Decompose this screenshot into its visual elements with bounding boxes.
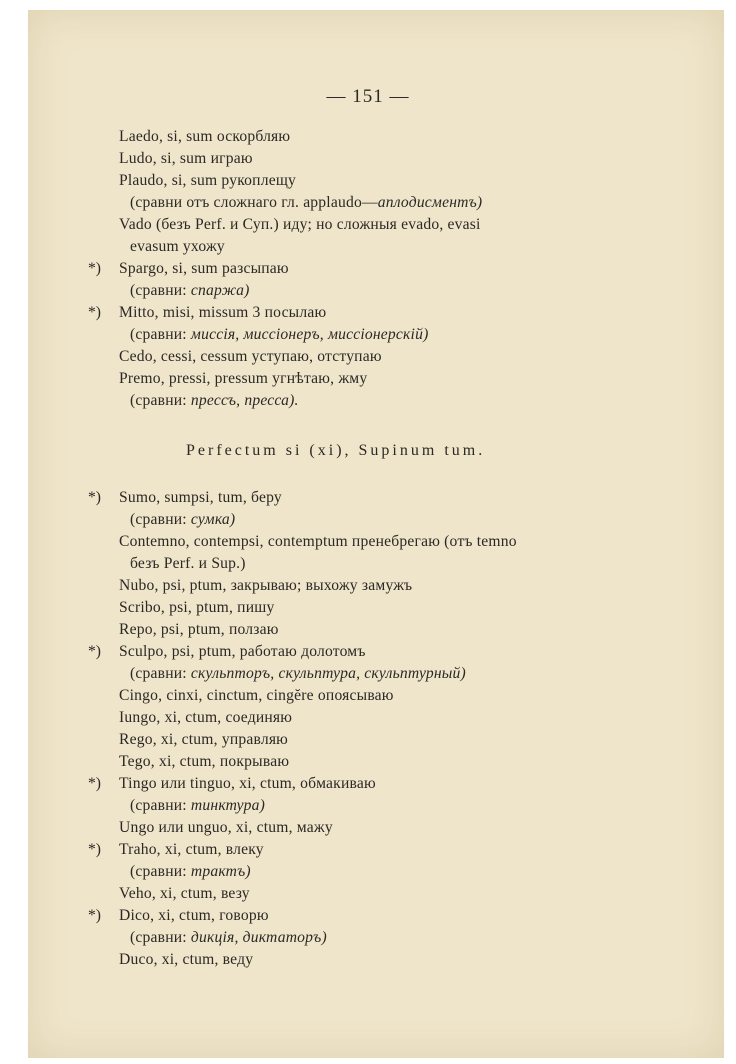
italic-text: скульпторъ, скульптура, скульптурный) (190, 665, 466, 682)
text-line (119, 533, 517, 551)
line-text: (сравни: (130, 282, 191, 299)
text-line (119, 885, 250, 903)
line-text: (сравни отъ сложнаго гл. applaudo— (130, 194, 378, 211)
italic-text: тинктура) (190, 797, 265, 814)
text-line (119, 489, 282, 507)
italic-text: миссія, миссіонеръ, миссіонерскій) (190, 326, 429, 343)
line-text: Contemno, contempsi, contemptum пренебрегаю (отъ temno (119, 533, 517, 550)
text-line (119, 709, 292, 727)
line-text: Tingo или tinguo, xi, ctum, обмакиваю (119, 775, 376, 792)
text-line (119, 216, 481, 234)
line-text: Ludo, si, sum играю (119, 150, 253, 167)
text-line (119, 172, 296, 190)
text-line (119, 775, 376, 793)
text-line (119, 951, 253, 969)
footnote-marker: *) (88, 489, 101, 506)
text-line (130, 929, 327, 947)
text-line (119, 304, 326, 322)
line-text: безъ Perf. и Sup.) (130, 555, 246, 572)
line-text: (сравни: (130, 665, 191, 682)
footnote-marker: *) (88, 304, 101, 321)
page-number: — 151 — (326, 86, 410, 107)
line-text: (сравни: (130, 511, 191, 528)
text-line (119, 150, 253, 168)
line-text: Premo, pressi, pressum угнѣтаю, жму (119, 370, 368, 387)
line-text: Sumo, sumpsi, tum, беру (119, 489, 282, 506)
line-text: (сравни: (130, 929, 191, 946)
text-line (119, 687, 394, 705)
italic-text: дикція, диктаторъ) (190, 929, 327, 946)
text-line (130, 555, 246, 573)
text-line (119, 621, 279, 639)
line-text: Tego, xi, ctum, покрываю (119, 753, 290, 770)
text-line (119, 753, 289, 771)
line-text: (сравни: (130, 326, 191, 343)
italic-text: прессъ, пресса). (190, 392, 299, 409)
text-line (119, 370, 367, 388)
footnote-marker: *) (88, 643, 101, 660)
text-line (119, 599, 274, 617)
text-line (130, 863, 251, 881)
text-line (130, 238, 225, 256)
line-text: Repo, psi, ptum, ползаю (119, 621, 279, 638)
line-text: Dico, xi, ctum, говорю (119, 907, 269, 924)
line-text: Ungo или unguo, xi, ctum, мажу (119, 819, 333, 836)
line-text: Laedo, si, sum оскорбляю (119, 128, 291, 145)
line-text: Duco, xi, ctum, веду (119, 951, 254, 968)
line-text: Cedo, cessi, cessum уступаю, отступаю (119, 348, 382, 365)
text-line (119, 819, 333, 837)
line-text: Cingo, cinxi, cinctum, cingĕre опоясываю (119, 687, 394, 704)
footnote-marker: *) (88, 907, 101, 924)
text-line (130, 392, 299, 410)
text-line (119, 907, 269, 925)
text-line (130, 665, 466, 683)
footnote-marker: *) (88, 841, 101, 858)
line-text: Mitto, misi, missum 3 посылаю (119, 304, 327, 321)
footnote-marker: *) (88, 260, 101, 277)
line-text: Plaudo, si, sum рукоплещу (119, 172, 297, 189)
line-text: Rego, xi, ctum, управляю (119, 731, 289, 748)
text-line (119, 348, 382, 366)
text-line (119, 260, 289, 278)
line-text: Veho, xi, ctum, везу (119, 885, 250, 902)
line-text: Vado (безъ Perf. и Суп.) иду; но сложныя evado, evasi (119, 216, 481, 233)
text-line (119, 841, 264, 859)
text-line (119, 731, 288, 749)
line-text: evasum ухожу (130, 238, 225, 255)
line-text: (сравни: (130, 863, 191, 880)
section-heading: Perfectum si (xi), Supinum tum. (186, 442, 486, 459)
line-text: Spargo, si, sum разсыпаю (119, 260, 289, 277)
italic-text: сумка) (190, 511, 236, 528)
italic-text: аплодисментъ) (377, 194, 483, 211)
line-text: (сравни: (130, 392, 191, 409)
italic-text: трактъ) (190, 863, 251, 880)
text-line (130, 511, 235, 529)
text-line (119, 128, 290, 146)
text-line (130, 326, 428, 344)
line-text: Nubo, psi, ptum, закрываю; выхожу замужъ (119, 577, 413, 594)
text-line (130, 282, 250, 300)
text-line (130, 797, 265, 815)
footnote-marker: *) (88, 775, 101, 792)
italic-text: спаржа) (190, 282, 250, 299)
line-text: Scribo, psi, ptum, пишу (119, 599, 275, 616)
text-line (119, 643, 366, 661)
line-text: Sculpo, psi, ptum, работаю долотомъ (119, 643, 366, 660)
text-line (130, 194, 482, 212)
line-text: (сравни: (130, 797, 191, 814)
text-line (119, 577, 412, 595)
line-text: Iungo, xi, ctum, соединяю (119, 709, 293, 726)
line-text: Traho, xi, ctum, влеку (119, 841, 264, 858)
